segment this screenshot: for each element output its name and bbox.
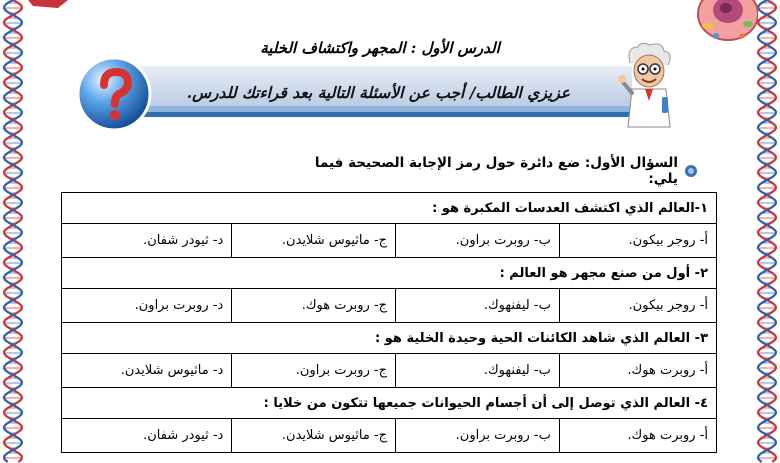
options-row: [62, 289, 717, 323]
dna-helix-icon: [0, 0, 26, 463]
corner-decoration-icon: [28, 0, 68, 10]
question-mark-icon: [72, 52, 156, 136]
options-row: [62, 419, 717, 453]
scientist-icon: [618, 41, 680, 133]
option-c[interactable]: ج- ماثيوس شلايدن.: [232, 419, 396, 453]
option-a[interactable]: أ- روجر بيكون.: [559, 289, 716, 323]
question-text: ٤- العالم الذي توصل إلى أن أجسام الحيوانات جميعها تتكون من خلايا :: [62, 388, 717, 419]
option-a[interactable]: أ- روجر بيكون.: [559, 224, 716, 258]
banner-text: عزيزي الطالب/ أجب عن الأسئلة التالية بعد قراءتك للدرس.: [186, 83, 570, 102]
option-c[interactable]: ج- ماثيوس شلايدن.: [232, 224, 396, 258]
options-row: [62, 354, 717, 388]
option-b[interactable]: ب- ليفنهوك.: [396, 289, 560, 323]
question-text: ٢- أول من صنع مجهر هو العالم :: [62, 258, 717, 289]
question-row: [62, 388, 717, 419]
option-b[interactable]: ب- ليفنهوك.: [396, 354, 560, 388]
bullet-icon: [684, 164, 698, 178]
question-row: [62, 323, 717, 354]
option-b[interactable]: ب- روبرت براون.: [396, 419, 560, 453]
option-c[interactable]: ج- روبرت هوك.: [232, 289, 396, 323]
option-c[interactable]: ج- روبرت براون.: [232, 354, 396, 388]
option-d[interactable]: د- ماثيوس شلايدن.: [62, 354, 232, 388]
question-row: [62, 193, 717, 224]
option-b[interactable]: ب- روبرت براون.: [396, 224, 560, 258]
lesson-title: الدرس الأول : المجهر واكتشاف الخلية: [260, 39, 500, 57]
question-text: ٣- العالم الذي شاهد الكائنات الحية وحيدة الخلية هو :: [62, 323, 717, 354]
option-d[interactable]: د- ثيودر شفان.: [62, 419, 232, 453]
question-row: [62, 258, 717, 289]
cell-icon: [696, 0, 758, 48]
option-a[interactable]: أ- روبرت هوك.: [559, 419, 716, 453]
option-d[interactable]: د- روبرت براون.: [62, 289, 232, 323]
question-text: ١-العالم الذي اكتشف العدسات المكبرة هو :: [62, 193, 717, 224]
option-d[interactable]: د- ثيودر شفان.: [62, 224, 232, 258]
option-a[interactable]: أ- روبرت هوك.: [559, 354, 716, 388]
question-heading-text: السؤال الأول: ضع دائرة حول رمز الإجابة الصحيحة فيما يلي:: [314, 155, 678, 187]
question-heading: [290, 155, 698, 187]
dna-helix-icon: [754, 0, 780, 463]
questions-table: [61, 192, 717, 453]
options-row: [62, 224, 717, 258]
